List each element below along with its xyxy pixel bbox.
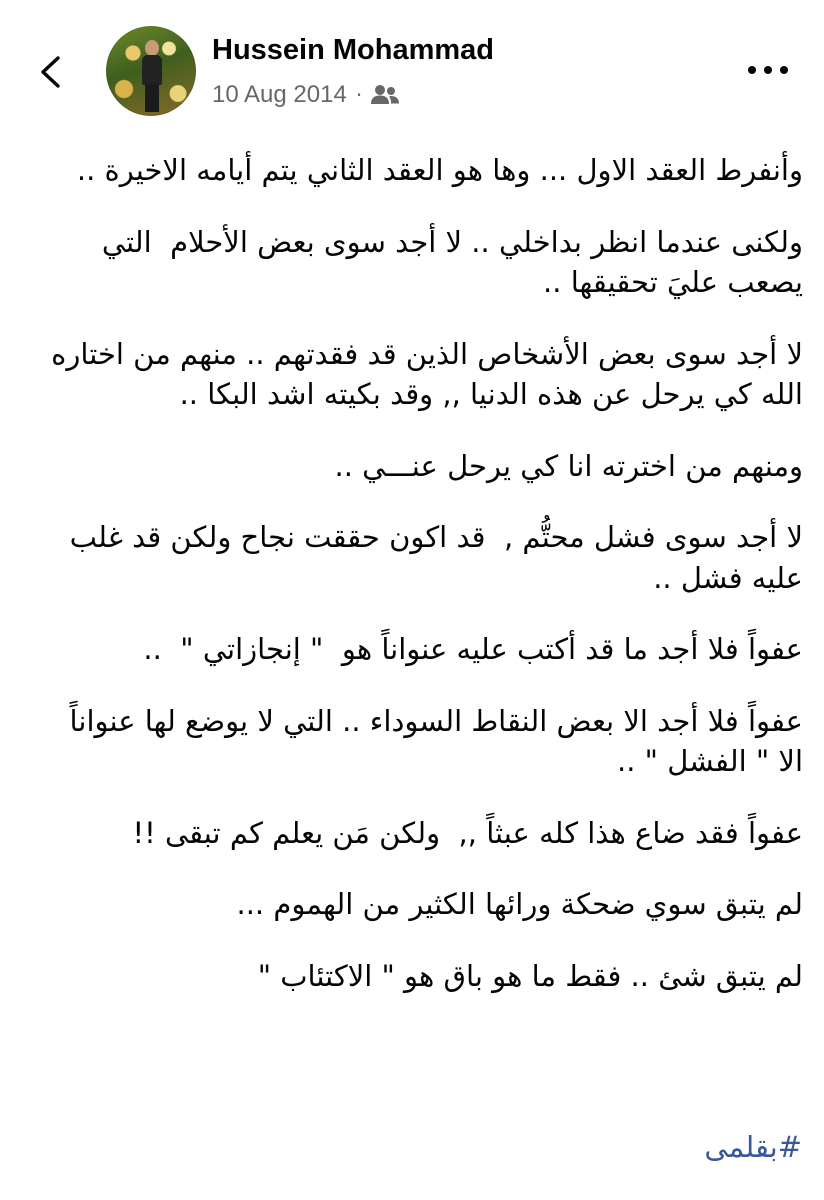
author-name[interactable]: Hussein Mohammad xyxy=(212,34,494,66)
post-paragraph: لم يتبق شئ .. فقط ما هو باق هو " الاكتئاب " xyxy=(257,958,803,993)
post-paragraph: لا أجد سوى بعض الأشخاص الذين قد فقدتهم .. منهم من اختاره الله كي يرحل عن هذه الدنيا ,, وقد بكيته اشد البكا .. xyxy=(41,336,803,411)
friends-icon[interactable] xyxy=(370,83,400,107)
meta-separator: · xyxy=(355,83,363,107)
author-avatar[interactable] xyxy=(106,26,196,116)
post-meta xyxy=(212,80,400,110)
post-paragraph: عفواً فلا أجد ما قد أكتب عليه عنواناً هو " إنجازاتي " .. xyxy=(143,632,803,666)
more-options-button[interactable] xyxy=(740,50,796,90)
post-header xyxy=(0,0,824,130)
post-body xyxy=(40,150,803,996)
back-button[interactable] xyxy=(30,50,74,94)
chevron-left-icon xyxy=(30,50,74,94)
post-paragraph: عفواً فقد ضاع هذا كله عبثاً ,, ولكن مَن يعلم كم تبقى !! xyxy=(132,815,803,850)
post-paragraph: ولكنى عندما انظر بداخلي .. لا أجد سوى بعض الأحلام التي يصعب عليَ تحقيقها .. xyxy=(92,224,803,299)
post-paragraph: لا أجد سوى فشل محتُّم , قد اكون حققت نجاح ولكن قد غلب عليه فشل .. xyxy=(60,520,803,595)
hashtag-link[interactable]: #بقلمى xyxy=(704,1130,802,1164)
more-horizontal-icon xyxy=(740,50,796,90)
post-paragraph: وأنفرط العقد الاول ... وها هو العقد الثاني يتم أيامه الاخيرة .. xyxy=(76,153,803,187)
avatar-person-figure xyxy=(142,40,162,112)
post-paragraph: عفواً فلا أجد الا بعض النقاط السوداء .. التي لا يوضع لها عنواناً الا " الفشل " .. xyxy=(60,703,803,778)
post-date[interactable]: 10 Aug 2014 xyxy=(212,81,347,108)
post-paragraph: لم يتبق سوي ضحكة ورائها الكثير من الهموم ... xyxy=(236,887,803,921)
post-paragraph: ومنهم من اخترته انا كي يرحل عنـــي .. xyxy=(334,448,803,483)
